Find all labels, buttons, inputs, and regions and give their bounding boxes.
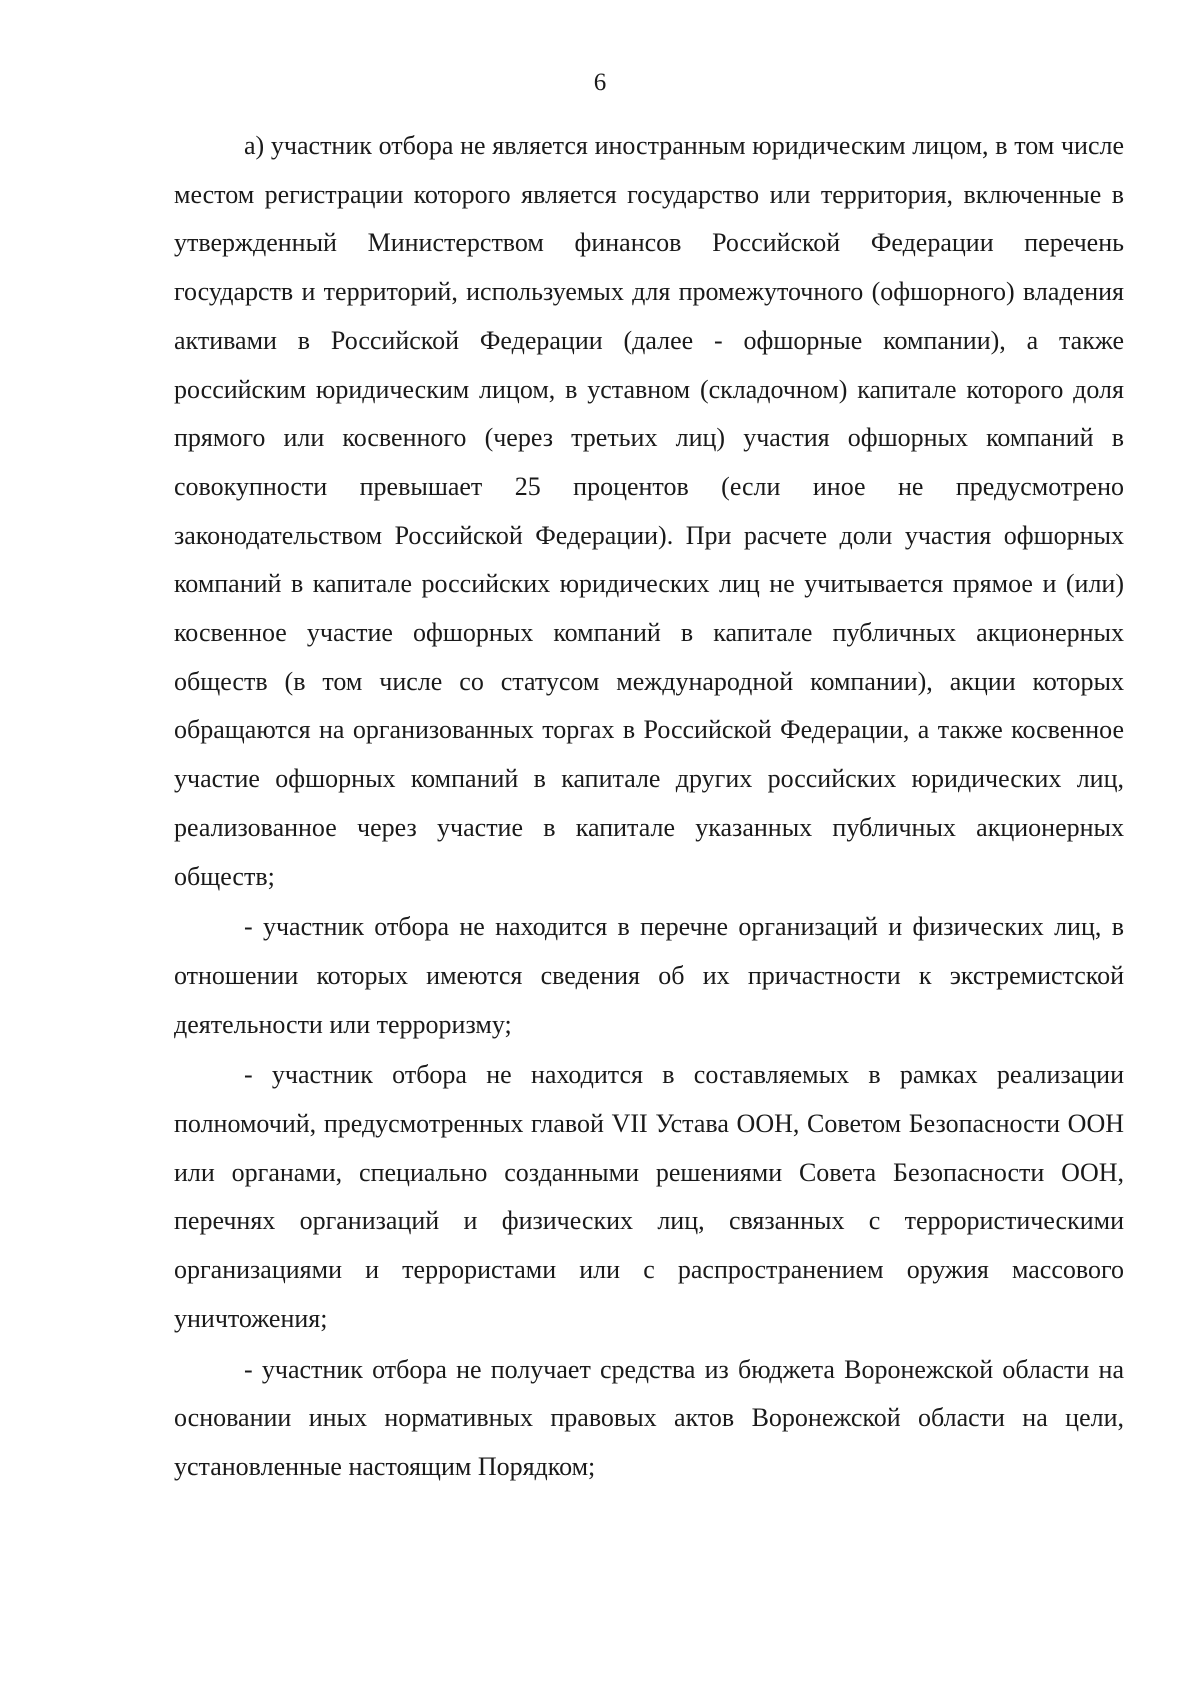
paragraph-budget-condition: - участник отбора не получает средства из бюджета Воронежской области на основании иных нормативных правовых актов Воронежской области на цели, установленные настоящим Порядком;	[174, 1354, 1124, 1481]
page-number: 6	[593, 69, 607, 96]
paragraph-offshore-condition: а) участник отбора не является иностранным юридическим лицом, в том числе местом регистрации которого является государство или территория, включенные в утвержденный Министерством финансов Российской Федерации перечень государств и территорий, используемых для промежуточного (офшорного) владения активами в Российской Федерации (далее - офшорные компании), а также российским юридическим лицом, в уставном (складочном) капитале которого доля прямого или косвенного (через третьих лиц) участия офшорных компаний в совокупности превышает 25 процентов (если иное не предусмотрено законодательством Российской Федерации). При расчете доли участия офшорных компаний в капитале российских юридических лиц не учитывается прямое и (или) косвенное участие офшорных компаний в капитале публичных акционерных обществ (в том числе со статусом международной компании), акции которых обращаются на организованных торгах в Российской Федерации, а также косвенное участие офшорных компаний в капитале других российских юридических лиц, реализованное через участие в капитале указанных публичных акционерных обществ;	[174, 131, 1124, 891]
paragraph-un-lists-condition: - участник отбора не находится в составляемых в рамках реализации полномочий, предусмотренных главой VII Устава ООН, Советом Безопасности ООН или органами, специально созданными решениями Совета Безопасности ООН, перечнях организаций и физических лиц, связанных с террористическими организациями и террористами или с распространением оружия массового уничтожения;	[174, 1060, 1124, 1333]
paragraph-extremism-condition: - участник отбора не находится в перечне организаций и физических лиц, в отношении которых имеются сведения об их причастности к экстремистской деятельности или терроризму;	[174, 912, 1124, 1039]
document-body	[174, 122, 1124, 1492]
